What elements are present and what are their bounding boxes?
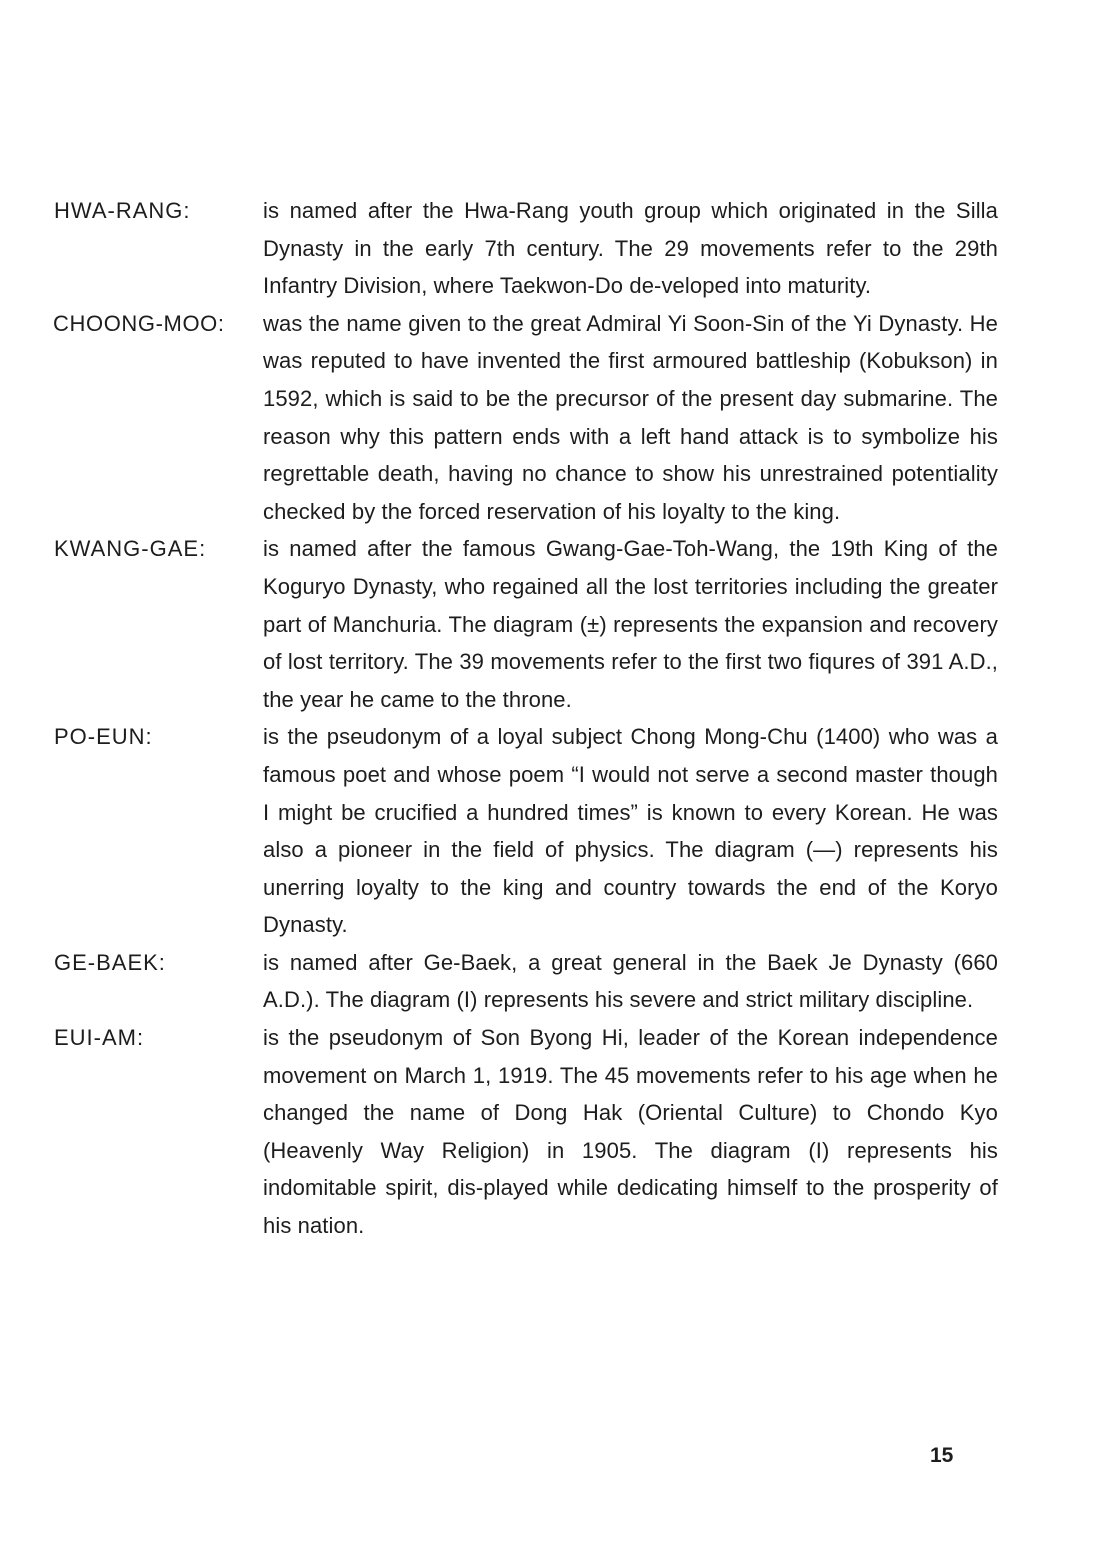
entry-ge-baek (54, 944, 998, 1019)
entry-description: is named after the Hwa-Rang youth group which originated in the Silla Dynasty in the early 7th century. The 29 movements refer to the 29th Infantry Division, where Taekwon-Do de-veloped into maturity. (263, 198, 998, 299)
entry-term: KWANG-GAE: (54, 536, 207, 562)
entry-description: was the name given to the great Admiral Yi Soon-Sin of the Yi Dynasty. He was reputed to have invented the first armoured battleship (Kobukson) in 1592, which is said to be the precursor of the present day submarine. The reason why this pattern ends with a left hand attack is to symbolize his regrettable death, having no chance to show his unrestrained potentiality checked by the forced reservation of his loyalty to the king. (263, 310, 998, 524)
entry-term: GE-BAEK: (54, 949, 166, 975)
entry-description: is the pseudonym of a loyal subject Chong Mong-Chu (1400) who was a famous poet and whose poem “I would not serve a second master though I might be crucified a hundred times” is known to every Korean. He was also a pioneer in the field of physics. The diagram (—) represents his unerring loyalty to the king and country towards the end of the Koryo Dynasty. (263, 724, 998, 938)
entry-choong-moo (54, 305, 998, 531)
entry-term: EUI-AM: (54, 1025, 145, 1051)
entry-description: is the pseudonym of Son Byong Hi, leader of the Korean independence movement on March 1, 1919. The 45 movements refer to his age when he changed the name of Dong Hak (Oriental Culture) to Chondo Kyo (Heavenly Way Religion) in 1905. The diagram (I) represents his indomitable spirit, dis-played while dedicating himself to the prosperity of his nation. (263, 1025, 998, 1239)
page-number: 15 (930, 1444, 954, 1467)
entry-description: is named after the famous Gwang-Gae-Toh-Wang, the 19th King of the Koguryo Dynasty, who regained all the lost territories including the greater part of Manchuria. The diagram (±) represents the expansion and recovery of lost territory. The 39 movements refer to the first two fiqures of 391 A.D., the year he came to the throne. (263, 536, 998, 712)
entry-term: PO-EUN: (54, 724, 153, 750)
entry-po-eun (54, 718, 998, 944)
entry-hwa-rang (54, 192, 998, 305)
entry-eui-am (54, 1019, 998, 1245)
entry-description: is named after Ge-Baek, a great general in the Baek Je Dynasty (660 A.D.). The diagram (I) represents his severe and strict military discipline. (263, 949, 998, 1013)
pattern-definition-list (54, 192, 998, 1245)
entry-kwang-gae (54, 530, 998, 718)
entry-term: HWA-RANG: (54, 198, 191, 223)
entry-term: CHOONG-MOO: (53, 310, 225, 336)
